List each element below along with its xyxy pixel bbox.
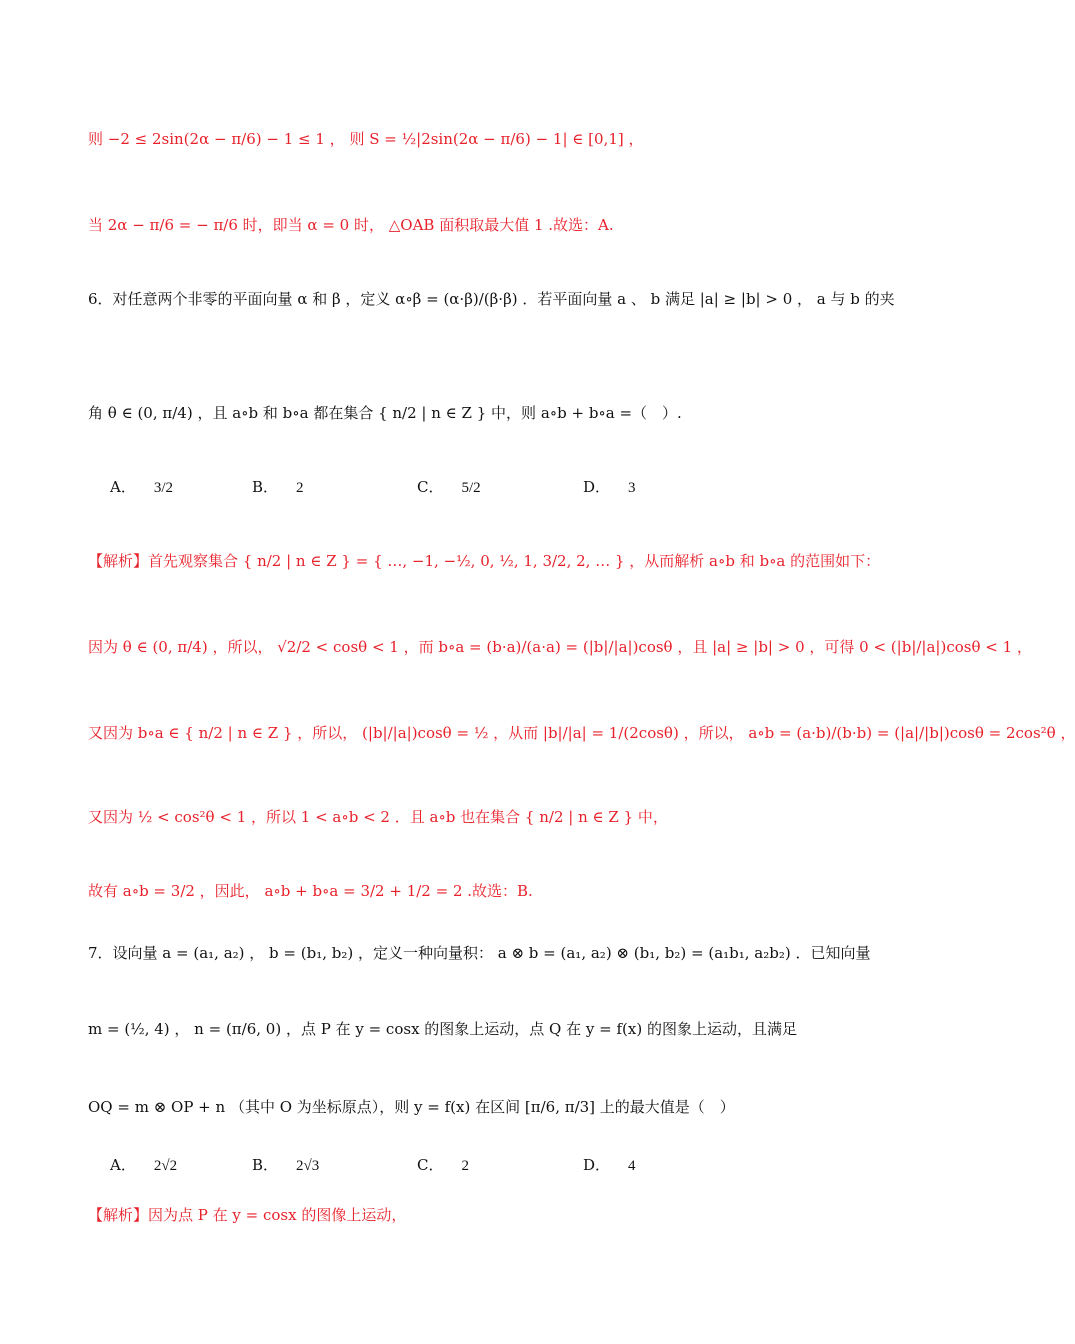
question-7-stem-cont: m = (½, 4) ， n = (π/6, 0) ，点 P 在 y = cosx 的图象上运动，点 Q 在 y = f(x) 的图象上运动，且满足 [88,1020,797,1038]
choice-a[interactable]: A． 3/2 [110,478,174,496]
choice-d[interactable]: D． 3 [583,478,636,496]
choice-b[interactable]: B． 2√3 [252,1156,320,1174]
solution-6-answer: 故有 a∘b = 3/2 ，因此， a∘b + b∘a = 3/2 + 1/2 = 2 .故选：B. [88,882,533,900]
question-7-stem-cont2: OQ = m ⊗ OP + n （其中 O 为坐标原点），则 y = f(x) 在区间 [π/6, π/3] 上的最大值是（ ） [88,1098,735,1116]
solution-6-step-2: 又因为 b∘a ∈ { n/2 | n ∈ Z } ，所以， (|b|/|a|)cosθ = ½ ，从而 |b|/|a| = 1/(2cosθ) ，所以， a∘b = (a·b)/(b·b) = (|a|/|b|)cosθ = 2cos²θ ， [88,724,1075,742]
choice-a[interactable]: A． 2√2 [110,1156,178,1174]
solution-6-step-3: 又因为 ½ < cos²θ < 1 ，所以 1 < a∘b < 2 ．且 a∘b 也在集合 { n/2 | n ∈ Z } 中， [88,808,668,826]
choice-d[interactable]: D． 4 [583,1156,636,1174]
question-6-stem-cont: 角 θ ∈ (0, π/4) ，且 a∘b 和 b∘a 都在集合 { n/2 | n ∈ Z } 中，则 a∘b + b∘a =（ ）. [88,404,682,422]
choice-c[interactable]: C． 5/2 [417,478,481,496]
question-7-stem: 7．设向量 a = (a₁, a₂) ， b = (b₁, b₂) ，定义一种向量积： a ⊗ b = (a₁, a₂) ⊗ (b₁, b₂) = (a₁b₁, a₂b₂) ．已知向量 [88,944,871,962]
question-6-stem: 6．对任意两个非零的平面向量 α 和 β ，定义 α∘β = (α·β)/(β·β) ．若平面向量 a 、 b 满足 |a| ≥ |b| > 0 ， a 与 b 的夹 [88,290,895,308]
solution-6-step-1: 因为 θ ∈ (0, π/4) ，所以， √2/2 < cosθ < 1 ，而 b∘a = (b·a)/(a·a) = (|b|/|a|)cosθ ，且 |a| ≥ |b| > 0 ，可得 0 < (|b|/|a|)cosθ < 1 ， [88,638,1032,656]
solution-6-intro: 【解析】首先观察集合 { n/2 | n ∈ Z } = { …, −1, −½, 0, ½, 1, 3/2, 2, … } ，从而解析 a∘b 和 b∘a 的范围如下： [88,552,881,570]
solution-line-bound: 则 −2 ≤ 2sin(2α − π/6) − 1 ≤ 1 ， 则 S = ½|2sin(2α − π/6) − 1| ∈ [0,1] ， [88,130,644,148]
solution-7-intro: 【解析】因为点 P 在 y = cosx 的图像上运动， [88,1206,407,1224]
choice-c[interactable]: C． 2 [417,1156,469,1174]
solution-line-max-area: 当 2α − π/6 = − π/6 时，即当 α = 0 时， △OAB 面积取最大值 1 .故选：A. [88,216,614,234]
choice-b[interactable]: B． 2 [252,478,304,496]
